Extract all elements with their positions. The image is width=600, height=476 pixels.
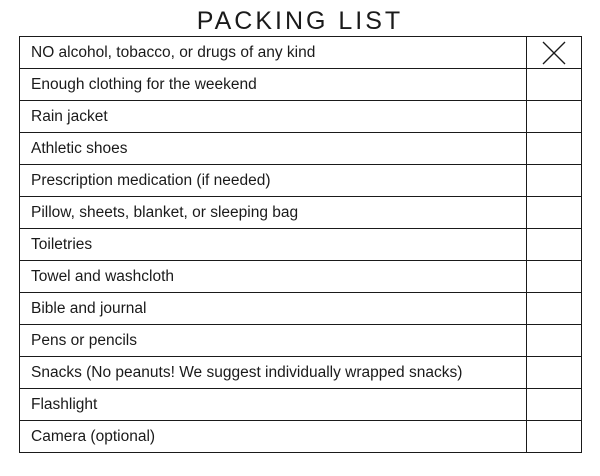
item-checkbox[interactable] — [526, 69, 581, 100]
list-item — [20, 37, 581, 68]
item-checkbox[interactable] — [526, 165, 581, 196]
item-label: Flashlight — [31, 395, 98, 413]
list-item — [20, 292, 581, 324]
x-mark-icon — [542, 41, 566, 65]
item-label: Toiletries — [31, 235, 93, 253]
list-item — [20, 260, 581, 292]
list-item — [20, 196, 581, 228]
item-label: Athletic shoes — [31, 139, 128, 157]
list-item — [20, 324, 581, 356]
item-checkbox[interactable] — [526, 101, 581, 132]
item-checkbox[interactable] — [526, 325, 581, 356]
list-item — [20, 164, 581, 196]
item-checkbox[interactable] — [526, 261, 581, 292]
item-checkbox[interactable] — [526, 133, 581, 164]
list-item — [20, 68, 581, 100]
page-title: PACKING LIST — [196, 7, 404, 35]
packing-list-table — [19, 36, 582, 453]
item-checkbox[interactable] — [526, 229, 581, 260]
list-item — [20, 356, 581, 388]
item-checkbox[interactable] — [526, 197, 581, 228]
item-label: Pillow, sheets, blanket, or sleeping bag — [31, 203, 299, 221]
item-checkbox[interactable] — [526, 389, 581, 420]
list-item — [20, 100, 581, 132]
item-label: Enough clothing for the weekend — [31, 75, 257, 93]
item-label: Snacks (No peanuts! We suggest individually wrapped snacks) — [31, 363, 463, 381]
item-label: Rain jacket — [31, 107, 108, 125]
list-item — [20, 228, 581, 260]
item-checkbox[interactable] — [526, 421, 581, 452]
item-label: Pens or pencils — [31, 331, 137, 349]
item-checkbox[interactable] — [526, 37, 581, 68]
item-checkbox[interactable] — [526, 357, 581, 388]
item-label: Bible and journal — [31, 299, 147, 317]
list-item — [20, 132, 581, 164]
item-label: Towel and washcloth — [31, 267, 175, 285]
list-item — [20, 420, 581, 452]
list-item — [20, 388, 581, 420]
item-label: Prescription medication (if needed) — [31, 171, 271, 189]
item-label: NO alcohol, tobacco, or drugs of any kind — [31, 43, 316, 61]
item-label: Camera (optional) — [31, 427, 156, 445]
item-checkbox[interactable] — [526, 293, 581, 324]
